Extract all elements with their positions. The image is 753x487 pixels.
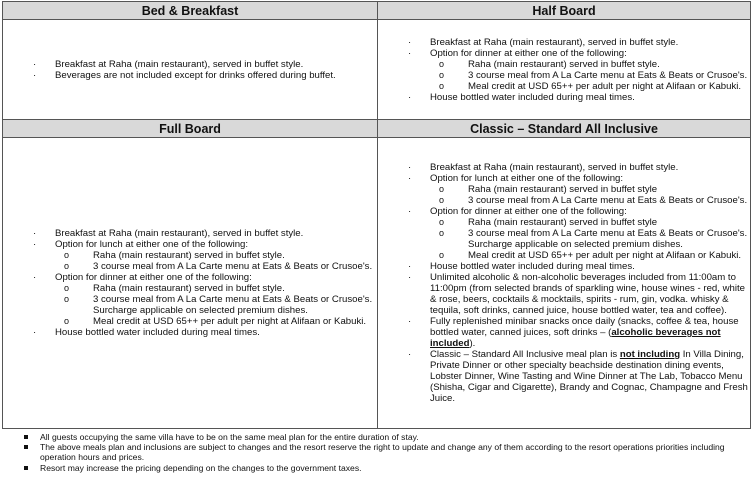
header-bed-breakfast: Bed & Breakfast [3,2,378,20]
footnotes [22,432,742,473]
half-board-sub-item: o 3 course meal from A La Carte menu at Eats & Beats or Crusoe's. [430,70,750,81]
full-board-item [3,239,377,272]
bed-breakfast-item: · Breakfast at Raha (main restaurant), served in buffet style. [3,59,377,70]
exclusions-list: In Villa Dining, Private Dinner or other specialty beachside destination dining events, Lobster Dinner, Wine Tasting and Wine Dinner at The Lab, Tobacco Menu (Shisha, Cigar and Cigarette), Brandy and Cognac, Champagne and Fresh Juice. [430,349,748,404]
minibar-text: Fully replenished minibar snacks once daily (snacks, coffee & tea, house bottled water, canned juices, soft drinks – ( [430,316,739,338]
full-board-sub-item: o Meal credit at USD 65++ per adult per night at Alifaan or Kabuki. [55,316,377,327]
half-board-sub-item: o Meal credit at USD 65++ per adult per night at Alifaan or Kabuki. [430,81,750,92]
all-inclusive-item [378,173,750,206]
full-board-lunch-label: Option for lunch at either one of the following: [55,239,249,250]
full-board-dinner-label: Option for dinner at either one of the following: [55,272,252,283]
all-inclusive-item: · Breakfast at Raha (main restaurant), served in buffet style. [378,162,750,173]
all-inclusive-sub-item: o 3 course meal from A La Carte menu at Eats & Beats or Crusoe's. Surcharge applicable on selected premium dishes. [430,228,750,250]
full-board-item: · Breakfast at Raha (main restaurant), served in buffet style. [3,228,377,239]
full-board-item [3,272,377,327]
all-inclusive-cell [378,138,751,429]
all-inclusive-item [378,316,750,349]
all-inclusive-item: · House bottled water included during meal times. [378,261,750,272]
meal-plans-table [2,1,751,429]
exclusions-intro: Classic – Standard All Inclusive meal plan is [430,349,620,360]
footnote: Resort may increase the pricing depending on the changes to the government taxes. [22,463,742,473]
all-inclusive-sub-item: o 3 course meal from A La Carte menu at Eats & Beats or Crusoe's. [430,195,750,206]
full-board-cell [3,138,378,429]
header-half-board: Half Board [378,2,751,20]
half-board-item: · Breakfast at Raha (main restaurant), served in buffet style. [378,37,750,48]
half-board-cell [378,20,751,120]
half-board-item: · House bottled water included during meal times. [378,92,750,103]
half-board-dinner-label: Option for dinner at either one of the following: [430,47,627,59]
minibar-text-end: ). [469,338,476,349]
not-including-emphasis: not including [619,349,681,360]
bed-breakfast-item: · Beverages are not included except for drinks offered during buffet. [3,70,377,81]
footnote: All guests occupying the same villa have to be on the same meal plan for the entire duration of stay. [22,432,742,442]
header-all-inclusive: Classic – Standard All Inclusive [378,120,751,138]
half-board-sub-item: o Raha (main restaurant) served in buffet style. [430,59,750,70]
alcohol-exclusion-note: alcoholic beverages not included [430,327,721,349]
full-board-sub-item: o 3 course meal from A La Carte menu at Eats & Beats or Crusoe's. [55,261,377,272]
all-inclusive-item [378,349,750,404]
all-inclusive-item: · Unlimited alcoholic & non-alcoholic beverages included from 11:00am to 11:00pm (from selected brands of sparkling wine, house wines - red, white & rose, beers, cocktails & mocktails, spirits - rum, gin, vodka. whisky & tequila, soft drinks, canned juice, house bottled water, tea and coffee). [378,272,750,316]
footnote: The above meals plan and inclusions are subject to changes and the resort reserve the right to update and change any of them according to the resort operations priorities including operation hours and prices. [22,442,742,462]
all-inclusive-sub-item: o Meal credit at USD 65++ per adult per night at Alifaan or Kabuki. [430,250,750,261]
header-full-board: Full Board [3,120,378,138]
half-board-item [378,48,750,92]
full-board-item: · House bottled water included during meal times. [3,327,377,338]
all-inclusive-sub-item: o Raha (main restaurant) served in buffet style [430,184,750,195]
all-inclusive-lunch-label: Option for lunch at either one of the following: [430,173,624,184]
full-board-sub-item: o 3 course meal from A La Carte menu at Eats & Beats or Crusoe's. Surcharge applicable on selected premium dishes. [55,294,377,316]
all-inclusive-dinner-label: Option for dinner at either one of the following: [430,206,627,217]
all-inclusive-item [378,206,750,261]
all-inclusive-sub-item: o Raha (main restaurant) served in buffet style [430,217,750,228]
full-board-sub-item: o Raha (main restaurant) served in buffet style. [55,283,377,294]
bed-breakfast-cell [3,20,378,120]
full-board-sub-item: o Raha (main restaurant) served in buffet style. [55,250,377,261]
